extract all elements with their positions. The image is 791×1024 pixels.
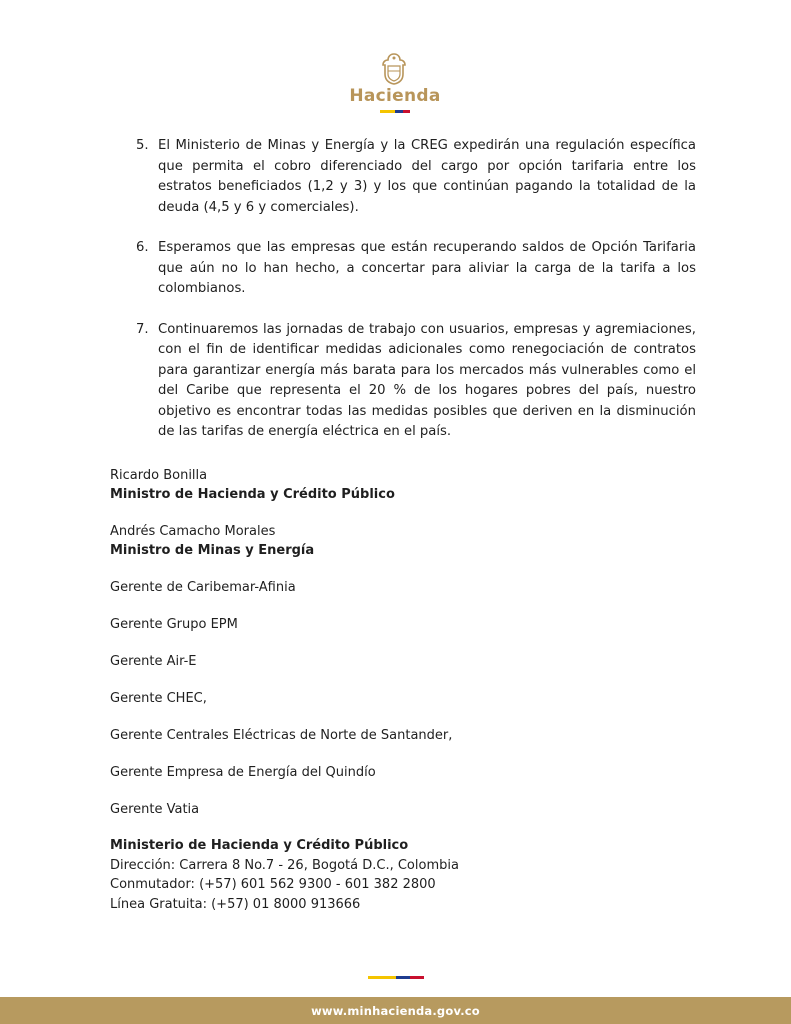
recipient: Gerente de Caribemar-Afinia [110,580,296,595]
item-text: El Ministerio de Minas y Energía y la CREG expedirán una regulación específica que permita el cobro diferenciado del cargo por opción tarifaria entre los estratos beneficiados (1,2 y 3) y los que continúan pagando la totalidad de la deuda (4,5 y 6 y comerciales). [158,138,696,215]
signer-title: Ministro de Minas y Energía [110,543,315,558]
brand-name: Hacienda [349,86,441,106]
contact-toll-free: Línea Gratuita: (+57) 01 8000 913666 [110,896,361,912]
signer-name: Andrés Camacho Morales [110,524,276,539]
recipient: Gerente Air-E [110,654,197,669]
item-number: 6. [136,240,149,255]
contact-address: Dirección: Carrera 8 No.7 - 26, Bogotá D.C., Colombia [110,857,459,873]
item-text: Continuaremos las jornadas de trabajo con usuarios, empresas y agremiaciones, con el fin de identificar medidas adicionales como renegociación de contratos para garantizar energía más barata para los mercados más vulnerables como el del Caribe que representa el 20 % de los hogares pobres del país, nuestro objetivo es encontrar todas las medidas posibles que deriven en la disminución de las tarifas de energía eléctrica en el país. [158,321,696,439]
website-link[interactable]: www.minhacienda.gov.co [311,1003,480,1018]
item-number: 7. [136,321,149,337]
recipient: Gerente Empresa de Energía del Quindío [110,765,376,780]
recipient: Gerente CHEC, [110,691,207,706]
footer-bar [0,997,791,1024]
contact-block [110,836,670,914]
item-text: Esperamos que las empresas que están recuperando saldos de Opción Tarifaria que aún no lo han hecho, a concertar para aliviar la carga de la tarifa a los colombianos. [158,240,696,296]
list-item [136,320,696,443]
contact-title: Ministerio de Hacienda y Crédito Público [110,838,409,853]
list-item [136,136,696,218]
signer [110,466,670,504]
list-item [136,238,696,300]
footer-flag-stripe [368,976,424,979]
signer-name: Ricardo Bonilla [110,468,208,483]
coat-of-arms-icon [379,52,409,86]
contact-switchboard: Conmutador: (+57) 601 562 9300 - 601 382 2800 [110,877,436,892]
recipient: Gerente Grupo EPM [110,617,238,632]
item-number: 5. [136,138,149,153]
signer [110,522,670,560]
signature-block [110,466,670,837]
colombia-flag-stripe [380,110,410,113]
signer-title: Ministro de Hacienda y Crédito Público [110,487,395,502]
numbered-list [136,136,696,463]
recipient: Gerente Centrales Eléctricas de Norte de Santander, [110,728,453,743]
recipient: Gerente Vatia [110,802,200,817]
